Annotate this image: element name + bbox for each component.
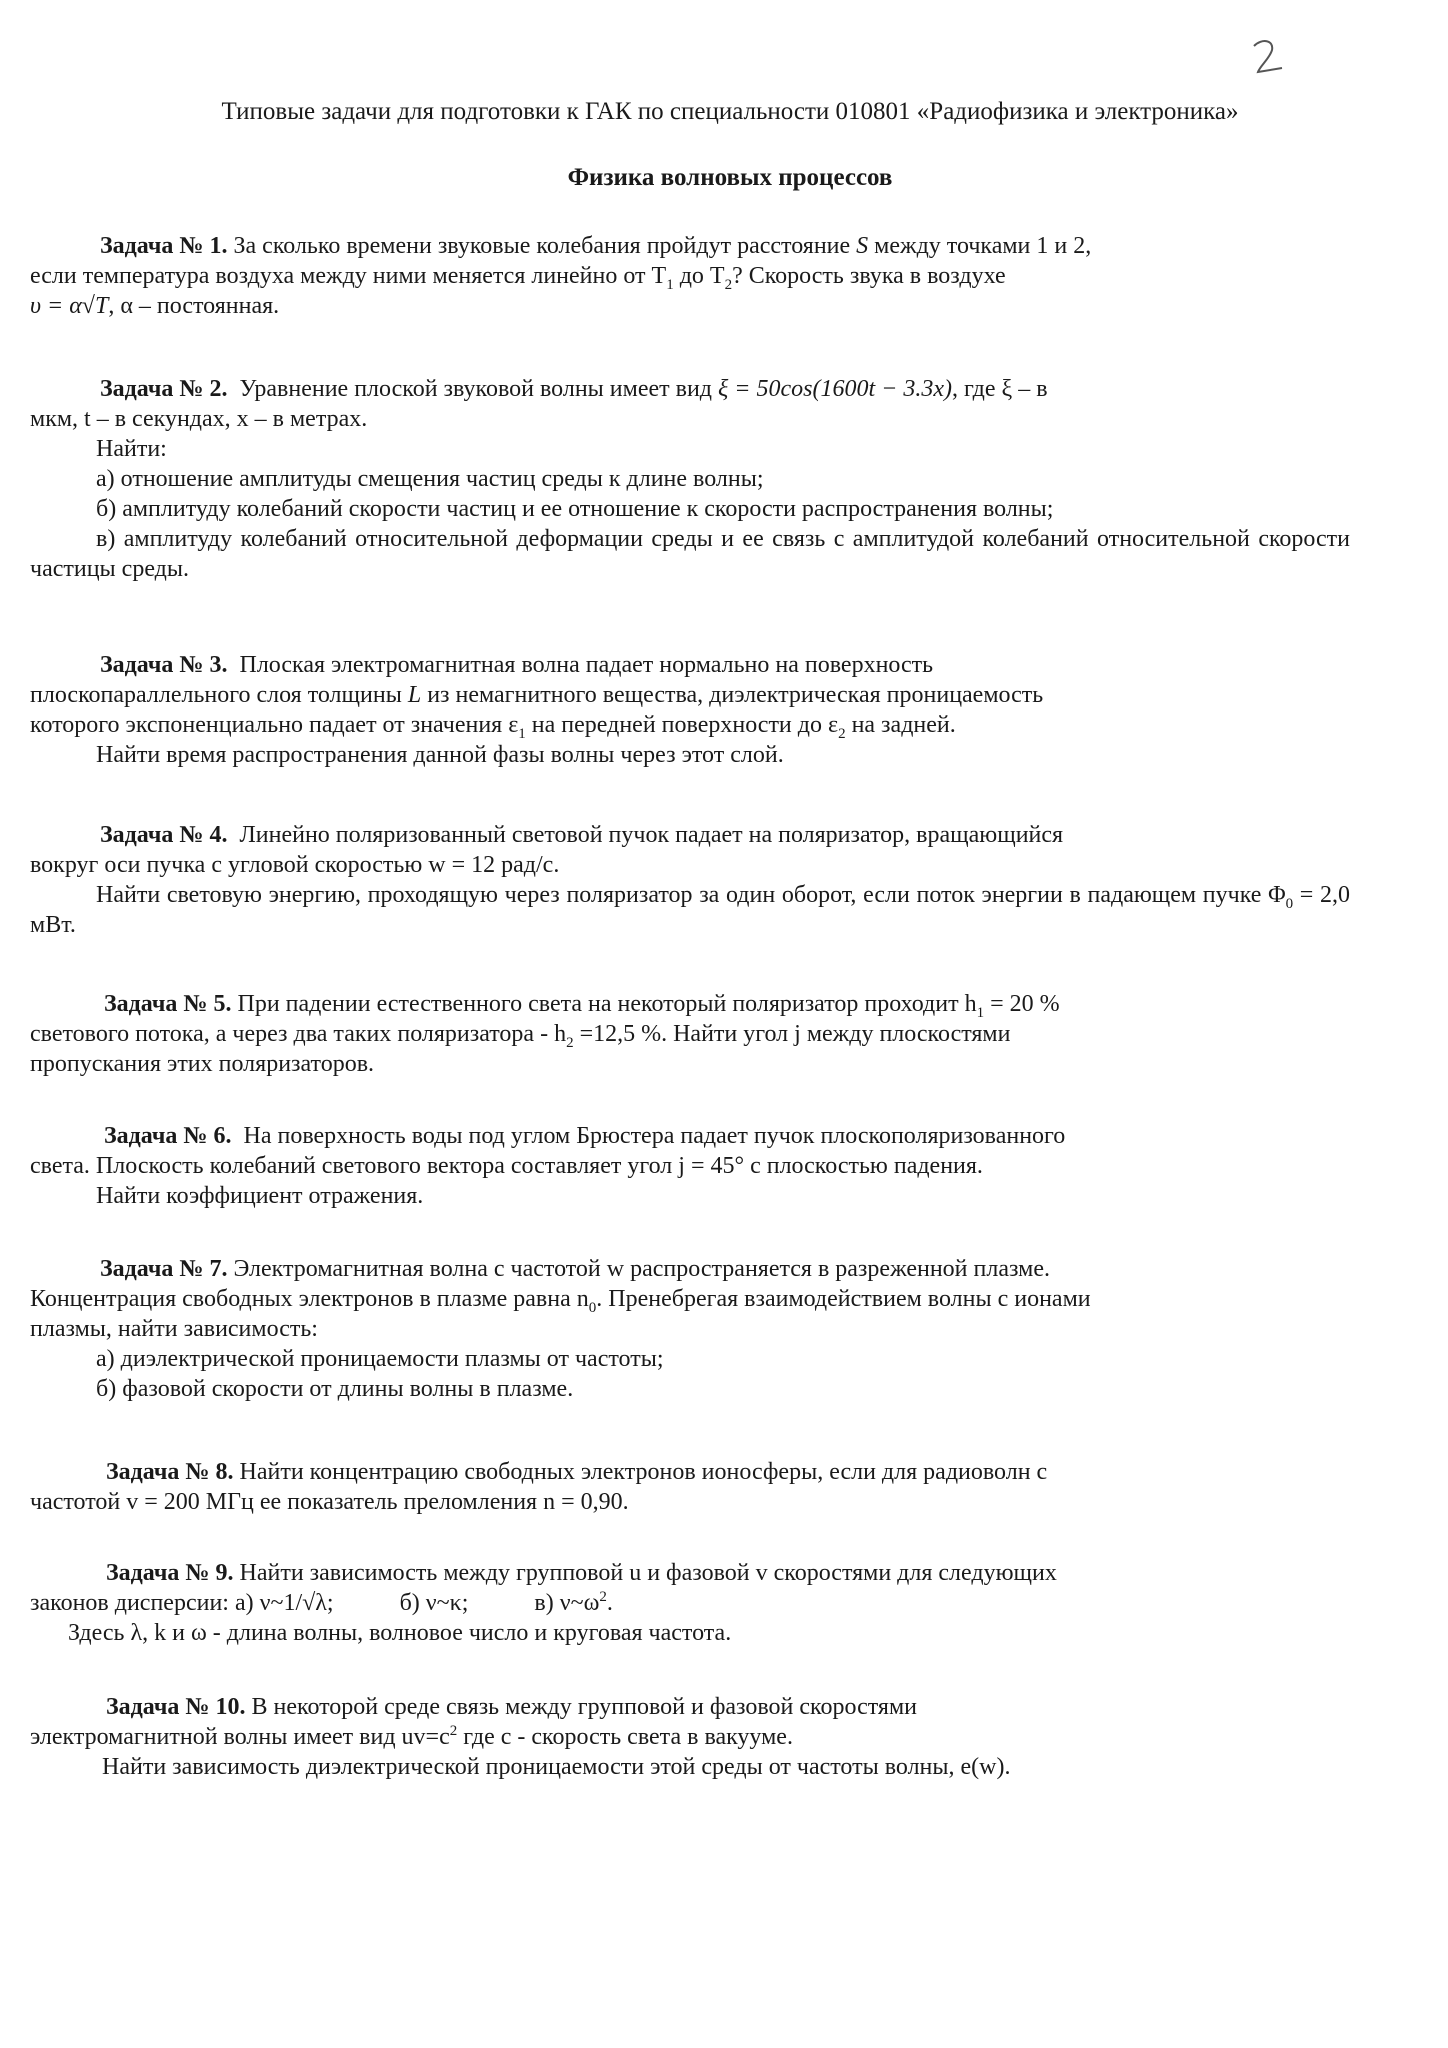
task-8-line: Найти концентрацию свободных электронов ионосферы, если для радиоволн с bbox=[239, 1459, 1048, 1485]
task-7-label: Задача № 7. bbox=[100, 1256, 228, 1282]
task-5 bbox=[30, 989, 1350, 1079]
task-1-line: ? Скорость звука в воздухе bbox=[732, 263, 1006, 289]
handwritten-page-mark bbox=[1248, 36, 1288, 76]
task-1-line: если температура воздуха между ними меняется линейно от T bbox=[30, 263, 667, 289]
subscript: 2 bbox=[838, 725, 846, 742]
task-1-text bbox=[30, 231, 1350, 321]
task-1-line: до T bbox=[679, 263, 725, 289]
task-6-line: света. Плоскость колебаний светового вектора составляет угол j = 45° с плоскостью падения. bbox=[30, 1153, 983, 1179]
task-9-label: Задача № 9. bbox=[106, 1560, 234, 1586]
task-5-line: = 20 % bbox=[990, 991, 1060, 1017]
task-7-item-b: б) фазовой скорости от длины волны в плазме. bbox=[96, 1376, 574, 1402]
task-8-label: Задача № 8. bbox=[106, 1459, 234, 1485]
task-10-line: электромагнитной волны имеет вид uv=c bbox=[30, 1724, 450, 1750]
task-2-label: Задача № 2. bbox=[100, 376, 228, 402]
task-4-line: вокруг оси пучка с угловой скоростью w = 12 рад/с. bbox=[30, 852, 560, 878]
task-9 bbox=[30, 1558, 1350, 1648]
task-4-line: Найти световую энергию, проходящую через поляризатор за один оборот, если поток энергии в падающем пучке Φ bbox=[96, 882, 1286, 908]
subscript: 0 bbox=[588, 1299, 597, 1316]
task-3-line: плоскопараллельного слоя толщины bbox=[30, 682, 402, 708]
subscript: 2 bbox=[566, 1034, 574, 1051]
task-4-line: = 2,0 мВт. bbox=[30, 882, 1350, 938]
task-7 bbox=[30, 1254, 1350, 1404]
subscript: 1 bbox=[666, 276, 674, 293]
dispersion-law-c: в) ν~ω bbox=[534, 1590, 600, 1616]
task-3 bbox=[30, 650, 1350, 770]
task-7-line: Концентрация свободных электронов в плазме равна n bbox=[30, 1286, 589, 1312]
task-5-text bbox=[30, 989, 1350, 1079]
task-7-line: плазмы, найти зависимость: bbox=[30, 1316, 318, 1342]
task-3-text bbox=[30, 650, 1350, 740]
task-3-line: на передней поверхности до ε bbox=[531, 712, 839, 738]
task-3-line: из немагнитного вещества, диэлектрическая проницаемость bbox=[427, 682, 1044, 708]
task-2-item-a: а) отношение амплитуды смещения частиц среды к длине волны; bbox=[96, 466, 764, 492]
task-7-item-a: а) диэлектрической проницаемости плазмы от частоты; bbox=[96, 1346, 664, 1372]
task-9-note: Здесь λ, k и ω - длина волны, волновое число и круговая частота. bbox=[68, 1620, 732, 1646]
task-2-line: Уравнение плоской звуковой волны имеет вид bbox=[239, 376, 713, 402]
task-5-line: =12,5 %. Найти угол j между плоскостями bbox=[579, 1021, 1011, 1047]
task-2-find: Найти: bbox=[96, 436, 167, 462]
task-10-text bbox=[30, 1692, 1350, 1752]
task-6 bbox=[30, 1121, 1350, 1211]
sound-speed-formula: υ = α√T bbox=[30, 293, 109, 319]
task-4-line: Линейно поляризованный световой пучок падает на поляризатор, вращающийся bbox=[239, 822, 1064, 848]
superscript: 2 bbox=[599, 1589, 607, 1605]
task-1-line: между точками 1 и 2, bbox=[874, 233, 1092, 259]
task-8-line: частотой v = 200 МГц ее показатель преломления n = 0,90. bbox=[30, 1489, 629, 1515]
task-2-text bbox=[30, 374, 1350, 434]
task-6-text bbox=[30, 1121, 1350, 1181]
subscript: 1 bbox=[518, 725, 526, 742]
task-9-line: Найти зависимость между групповой u и фазовой v скоростями для следующих bbox=[239, 1560, 1057, 1586]
task-3-line: Плоская электромагнитная волна падает нормально на поверхность bbox=[239, 652, 934, 678]
section-title: Физика волновых процессов bbox=[567, 164, 893, 191]
task-9-line: . bbox=[606, 1590, 613, 1616]
task-6-label: Задача № 6. bbox=[104, 1123, 232, 1149]
dispersion-law-a: законов дисперсии: а) ν~1/√λ; bbox=[30, 1590, 334, 1616]
task-8-text bbox=[30, 1457, 1350, 1517]
task-3-line: которого экспоненциально падает от значения ε bbox=[30, 712, 519, 738]
task-3-question: Найти время распространения данной фазы волны через этот слой. bbox=[96, 742, 784, 768]
task-1 bbox=[30, 231, 1350, 321]
symbol-l: L bbox=[407, 682, 422, 708]
task-7-line: . Пренебрегая взаимодействием волны с ионами bbox=[596, 1286, 1091, 1312]
task-4 bbox=[30, 820, 1350, 940]
task-10-line: где c - скорость света в вакууме. bbox=[463, 1724, 793, 1750]
task-4-question bbox=[30, 880, 1350, 940]
task-3-label: Задача № 3. bbox=[100, 652, 228, 678]
superscript: 2 bbox=[449, 1723, 458, 1739]
task-4-label: Задача № 4. bbox=[100, 822, 228, 848]
task-10-label: Задача № 10. bbox=[106, 1694, 246, 1720]
task-5-line: При падении естественного света на некоторый поляризатор проходит h bbox=[237, 991, 977, 1017]
task-5-line: светового потока, а через два таких поляризатора - h bbox=[30, 1021, 567, 1047]
task-9-text bbox=[30, 1558, 1350, 1618]
task-4-text bbox=[30, 820, 1350, 880]
task-2-item-b: б) амплитуду колебаний скорости частиц и ее отношение к скорости распространения волны; bbox=[96, 496, 1054, 522]
task-8 bbox=[30, 1457, 1350, 1517]
dispersion-law-b: б) ν~κ; bbox=[399, 1590, 469, 1616]
task-1-label: Задача № 1. bbox=[100, 233, 228, 259]
symbol-s: S bbox=[856, 233, 869, 259]
task-5-label: Задача № 5. bbox=[104, 991, 232, 1017]
task-3-line: на задней. bbox=[851, 712, 956, 738]
task-2-line: мкм, t – в секундах, x – в метрах. bbox=[30, 406, 368, 432]
task-6-question: Найти коэффициент отражения. bbox=[96, 1183, 424, 1209]
task-10-question: Найти зависимость диэлектрической проницаемости этой среды от частоты волны, e(w). bbox=[102, 1754, 1011, 1780]
task-10 bbox=[30, 1692, 1350, 1782]
document-header: Типовые задачи для подготовки к ГАК по специальности 010801 «Радиофизика и электроника» bbox=[221, 98, 1239, 125]
task-10-line: В некоторой среде связь между групповой и фазовой скоростями bbox=[251, 1694, 917, 1720]
task-2-item-c: в) амплитуду колебаний относительной деформации среды и ее связь с амплитудой колебаний относительной скорости частицы среды. bbox=[30, 526, 1350, 582]
subscript: 0 bbox=[1285, 895, 1294, 912]
task-7-line: Электромагнитная волна с частотой w распространяется в разреженной плазме. bbox=[233, 1256, 1050, 1282]
subscript: 1 bbox=[976, 1004, 985, 1021]
task-7-text bbox=[30, 1254, 1350, 1344]
task-2 bbox=[30, 374, 1350, 584]
task-2-line: , где ξ – в bbox=[951, 376, 1048, 402]
wave-equation-formula: ξ = 50cos(1600t − 3.3x) bbox=[718, 376, 952, 402]
task-5-line: пропускания этих поляризаторов. bbox=[30, 1051, 375, 1077]
task-1-line: За сколько времени звуковые колебания пройдут расстояние bbox=[233, 233, 851, 259]
task-6-line: На поверхность воды под углом Брюстера падает пучок плоскополяризованного bbox=[243, 1123, 1066, 1149]
task-1-line: , α – постоянная. bbox=[108, 293, 280, 319]
subscript: 2 bbox=[724, 276, 733, 293]
